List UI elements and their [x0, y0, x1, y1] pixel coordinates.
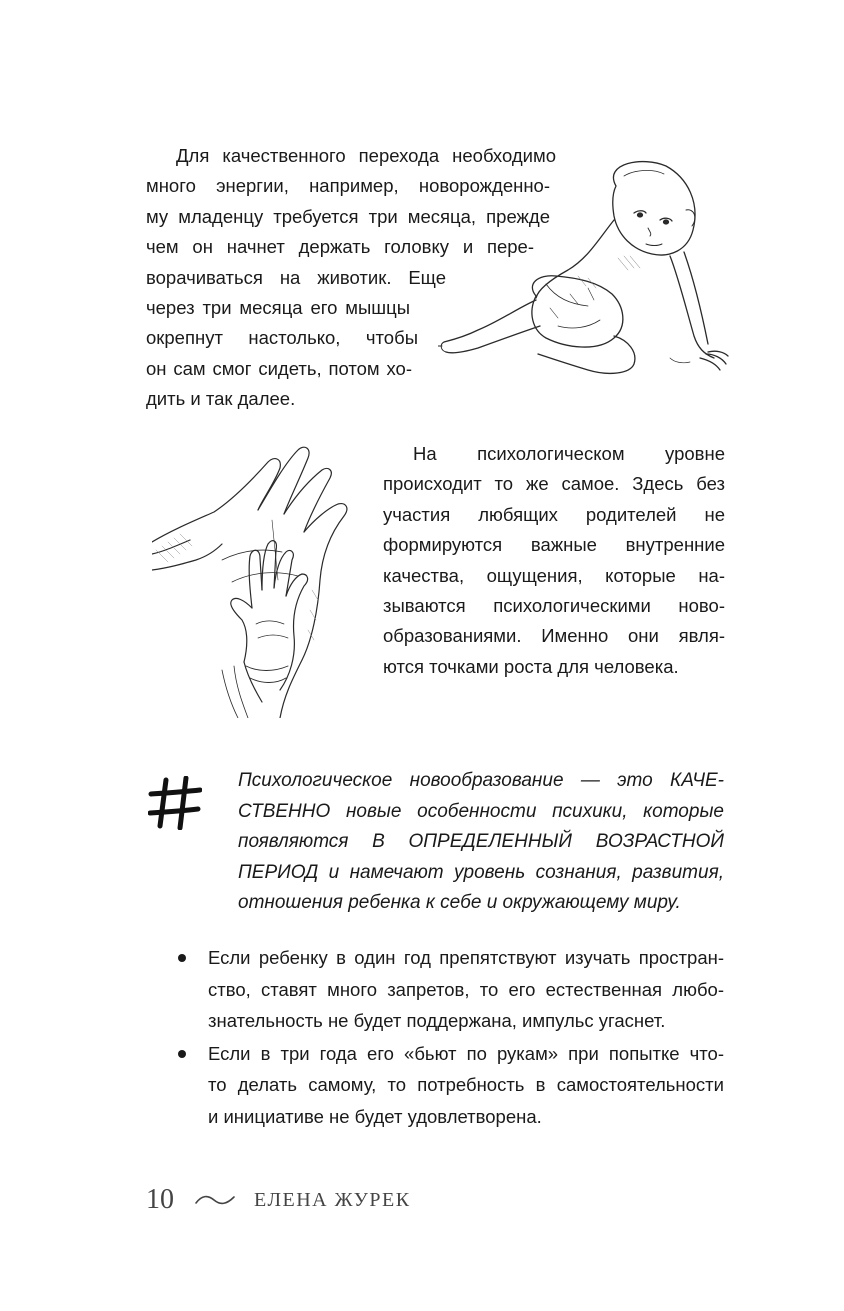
bullet-list [176, 942, 724, 1133]
text-line: зываются психологическими ново- [383, 595, 725, 617]
text-line: му младенцу требуется три месяца, прежде [146, 205, 550, 227]
text-line: качества, ощущения, которые на- [383, 564, 725, 586]
list-item [176, 1038, 724, 1133]
text-line: он сам смог сидеть, потом хо- [146, 357, 412, 379]
bullet-dot-icon [178, 1050, 186, 1058]
text-line: участия любящих родителей не [383, 503, 725, 525]
definition-line: появляются В ОПРЕДЕЛЕННЫЙ ВОЗРАСТНОЙ [238, 831, 724, 852]
text-line: через три месяца его мышцы [146, 297, 410, 319]
list-item-line: то делать самому, то потребность в самостоятельности [208, 1074, 724, 1095]
text-line: происходит то же самое. Здесь без [383, 473, 725, 495]
text-line: ворачиваться на животик. Еще [146, 266, 446, 288]
list-item-line: и инициативе не будет удовлетворена. [208, 1105, 542, 1127]
definition-line: ПЕРИОД и намечают уровень сознания, развития, [238, 861, 724, 883]
text-line: На психологическом уровне [413, 443, 725, 464]
list-item [176, 942, 724, 1037]
text-line: чем он начнет держать головку и пере- [146, 236, 534, 258]
definition-line: СТВЕННО новые особенности психики, которые [238, 800, 724, 822]
text-line: формируются важные внутренние [383, 534, 725, 556]
author-name: ЕЛЕНА ЖУРЕК [254, 1188, 411, 1211]
hands-sketch-illustration [152, 440, 356, 718]
list-item-line: Если в три года его «бьют по рукам» при попытке что- [208, 1042, 724, 1064]
text-line: образованиями. Именно они явля- [383, 625, 725, 647]
paragraph-psychology [383, 439, 725, 682]
hash-icon [148, 776, 202, 830]
text-line: ются точками роста для человека. [383, 655, 679, 677]
text-line: Для качественного перехода необходимо [176, 145, 556, 166]
list-item-line: знательность не будет поддержана, импульс угаснет. [208, 1010, 666, 1031]
definition-line: отношения ребенка к себе и окружающему миру. [238, 892, 681, 913]
definition-block [238, 766, 724, 919]
text-line: окрепнут настолько, чтобы [146, 327, 418, 349]
baby-sketch-illustration [438, 158, 730, 380]
tilde-ornament-icon [194, 1193, 236, 1207]
list-item-line: ство, ставят много запретов, то его естественная любо- [208, 978, 724, 1000]
page-number: 10 [146, 1184, 174, 1215]
page-footer [146, 1180, 411, 1220]
list-item-line: Если ребенку в один год препятствуют изучать простран- [208, 947, 724, 968]
text-line: много энергии, например, новорожденно- [146, 175, 550, 197]
text-line: дить и так далее. [146, 388, 296, 410]
definition-line: Психологическое новообразование — это КАЧЕ- [238, 770, 724, 791]
bullet-dot-icon [178, 954, 186, 962]
